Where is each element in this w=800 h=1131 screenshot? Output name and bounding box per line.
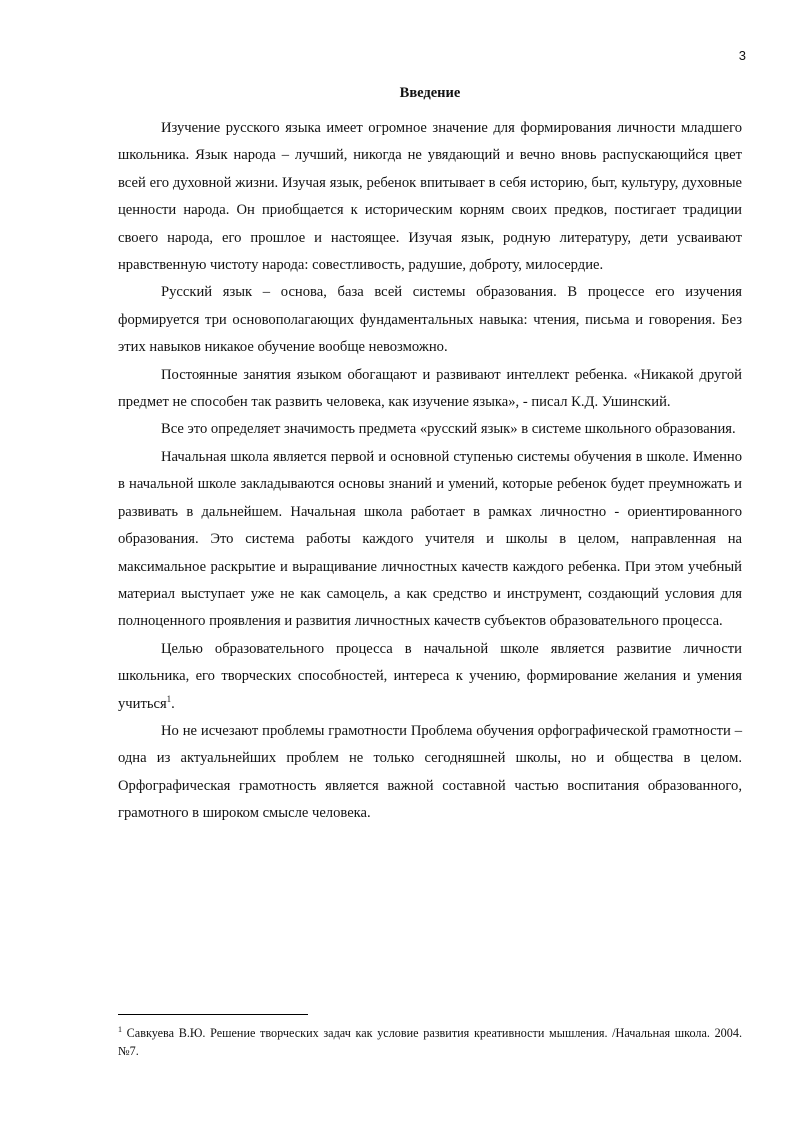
paragraph-1: Изучение русского языка имеет огромное значение для формирования личности младшего школьника. Язык народа – лучший, никогда не увядающий и вечно вновь распускающийся цвет всей его духовной жизни. Изучая язык, ребенок впитывает в себя историю, быт, культуру, духовные ценности народа. Он приобщается к историческим корням своих предков, постигает традиции своего народа, его прошлое и настоящее. Изучая язык, родную литературу, дети усваивают нравственную чистоту народа: совестливость, радушие, доброту, милосердие. xyxy=(118,120,742,274)
footnote-reference[interactable]: 1 xyxy=(166,693,172,704)
paragraph-2: Русский язык – основа, база всей системы образования. В процессе его изучения формируется три основополагающих фундаментальных навыка: чтения, письма и говорения. Без этих навыков никакое обучение вообще невозможно. xyxy=(118,284,742,356)
page-title: Введение xyxy=(399,85,461,101)
footnote-separator xyxy=(118,1014,308,1015)
footnote xyxy=(118,1021,742,1060)
paragraph-6-text: Целью образовательного процесса в начальной школе является развитие личности школьника, его творческих способностей, интереса к учению, формирование желания и умения учиться xyxy=(118,640,742,712)
footnote-marker: 1 xyxy=(118,1025,122,1034)
paragraph-3: Постоянные занятия языком обогащают и развивают интеллект ребенка. «Никакой другой предмет не способен так развить человека, как изучение языка», - писал К.Д. Ушинский. xyxy=(118,366,742,411)
paragraph-7: Но не исчезают проблемы грамотности Проблема обучения орфографической грамотности – одна из актуальнейших проблем не только сегодняшней школы, но и общества в целом. Орфографическая грамотность является важной составной частью воспитания образованного, грамотного в широком смысле человека. xyxy=(118,722,742,822)
paragraph-5: Начальная школа является первой и основной ступенью системы обучения в школе. Именно в начальной школе закладываются основы знаний и умений, которые ребенок будет преумножать и развивать в дальнейшем. Начальная школа работает в рамках личностно - ориентированного образования. Это система работы каждого учителя и школы в целом, направленная на максимальное раскрытие и выращивание личностных качеств каждого ребенка. При этом учебный материал выступает уже не как самоцель, а как средство и инструмент, создающий условия для полноценного проявления и развития личностных качеств субъектов образовательного процесса. xyxy=(118,448,742,630)
page-number: 3 xyxy=(738,48,746,63)
paragraph-4: Все это определяет значимость предмета «русский язык» в системе школьного образования. xyxy=(161,421,736,438)
footnote-text: Савкуева В.Ю. Решение творческих задач как условие развития креативности мышления. /Начальная школа. 2004. №7. xyxy=(118,1026,742,1059)
paragraph-6: Целью образовательного процесса в начальной школе является развитие личности школьника, его творческих способностей, интереса к учению, формирование желания и умения учиться$^1$. xyxy=(118,640,742,712)
body-text xyxy=(118,115,742,828)
